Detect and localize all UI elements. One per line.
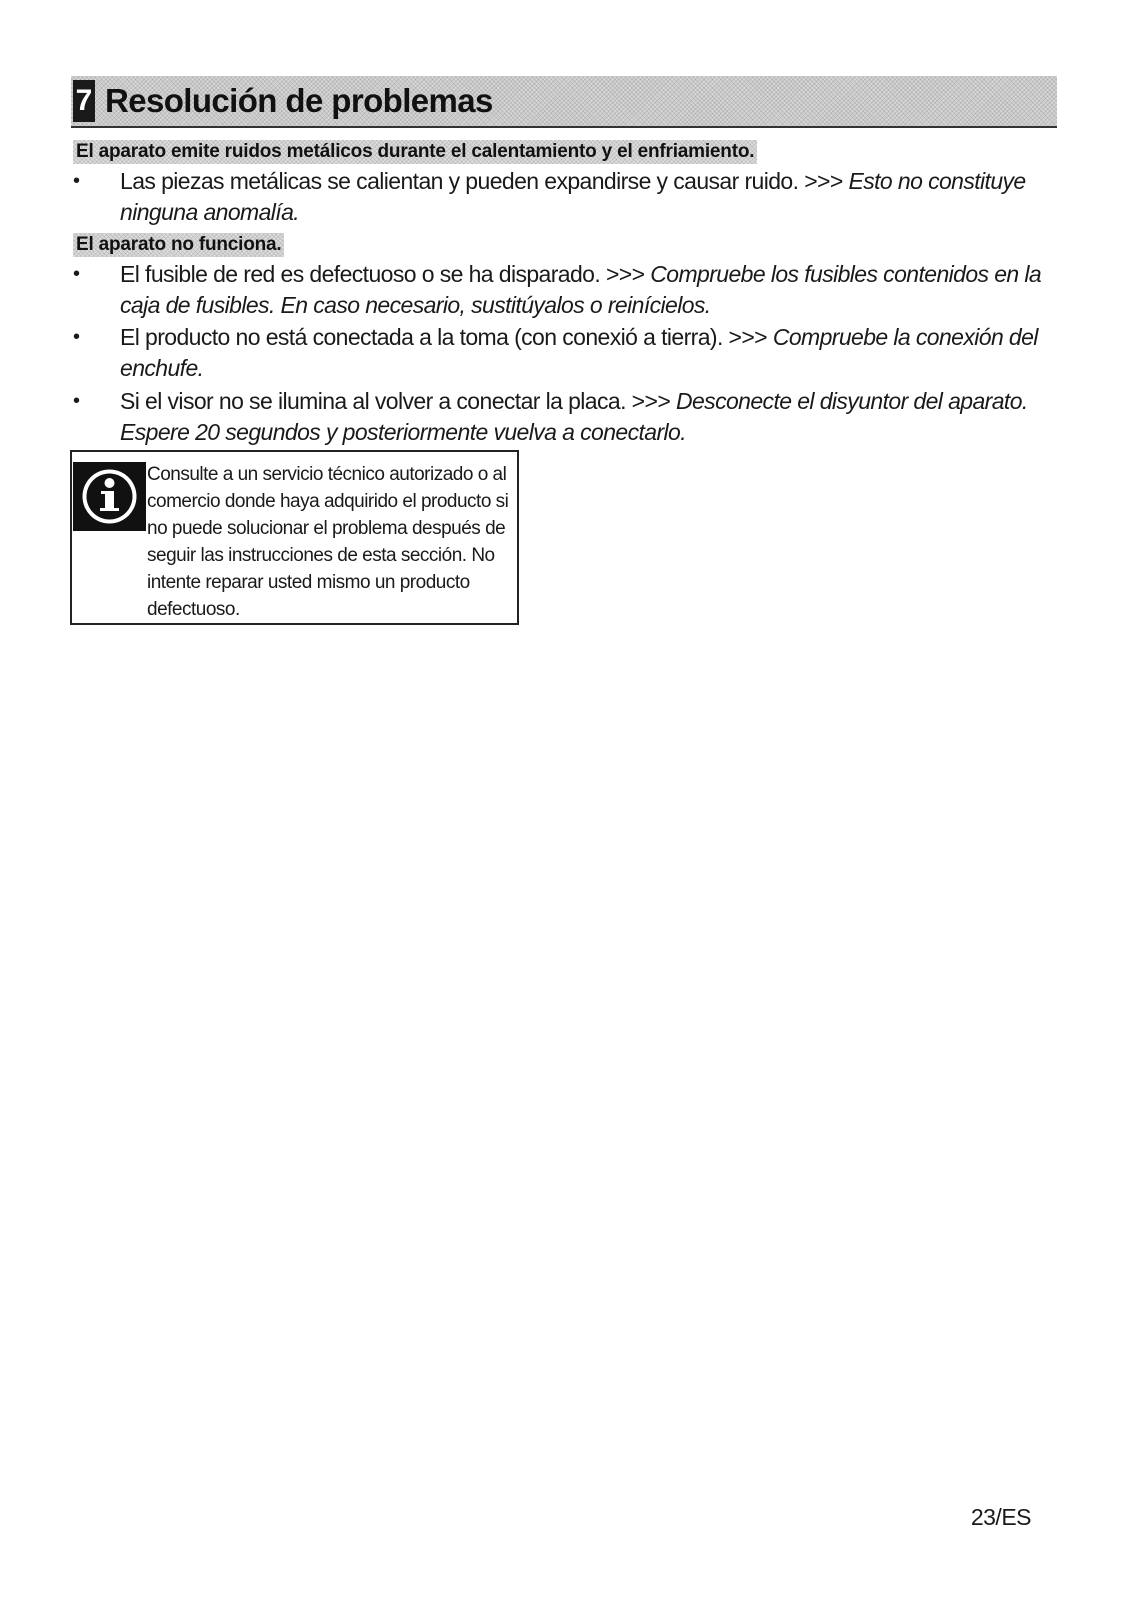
item-text xyxy=(120,322,1043,384)
bullet-point: • xyxy=(73,326,80,348)
bullet-point: • xyxy=(73,390,80,412)
item-cause: El producto no está conectada a la toma (con conexió a tierra). >>> xyxy=(120,324,773,350)
section-title: Resolución de problemas xyxy=(105,82,493,119)
troubleshooting-item xyxy=(73,322,1043,384)
bullet-point: • xyxy=(73,170,80,192)
item-action: Esto no constituye ninguna anomalía. xyxy=(120,168,1026,225)
item-cause: Si el visor no se ilumina al volver a conectar la placa. >>> xyxy=(120,388,676,414)
info-icon xyxy=(73,462,146,531)
item-action: Desconecte el disyuntor del aparato. Espere 20 segundos y posteriormente vuelva a conectarlo. xyxy=(120,388,1028,445)
section-number: 7 xyxy=(73,80,95,122)
section-header xyxy=(71,76,1057,128)
troubleshooting-item xyxy=(73,259,1043,321)
item-action: Compruebe la conexión del enchufe. xyxy=(120,324,1038,381)
item-text xyxy=(120,386,1043,448)
info-note-box xyxy=(70,450,519,625)
problem-heading-metallic-noise: El aparato emite ruidos metálicos durante el calentamiento y el enfriamiento. xyxy=(73,140,757,164)
info-note-text: Consulte a un servicio técnico autorizado o al comercio donde haya adquirido el producto si no puede solucionar el problema después de seguir las instrucciones de esta sección. No intente reparar usted mismo un producto defectuoso. xyxy=(147,464,509,620)
item-text xyxy=(120,259,1043,321)
item-cause: El fusible de red es defectuoso o se ha disparado. >>> xyxy=(120,261,651,287)
item-cause: Las piezas metálicas se calientan y pueden expandirse y causar ruido. >>> xyxy=(120,168,849,194)
problem-heading-not-working: El aparato no funciona. xyxy=(73,233,284,257)
troubleshooting-item xyxy=(73,166,1043,228)
page-number: 23/ES xyxy=(970,1504,1031,1530)
item-text xyxy=(120,166,1043,228)
bullet-point: • xyxy=(73,263,80,285)
troubleshooting-item xyxy=(73,386,1043,448)
item-action: Compruebe los fusibles contenidos en la caja de fusibles. En caso necesario, sustitúyalos o reinícielos. xyxy=(120,261,1042,318)
